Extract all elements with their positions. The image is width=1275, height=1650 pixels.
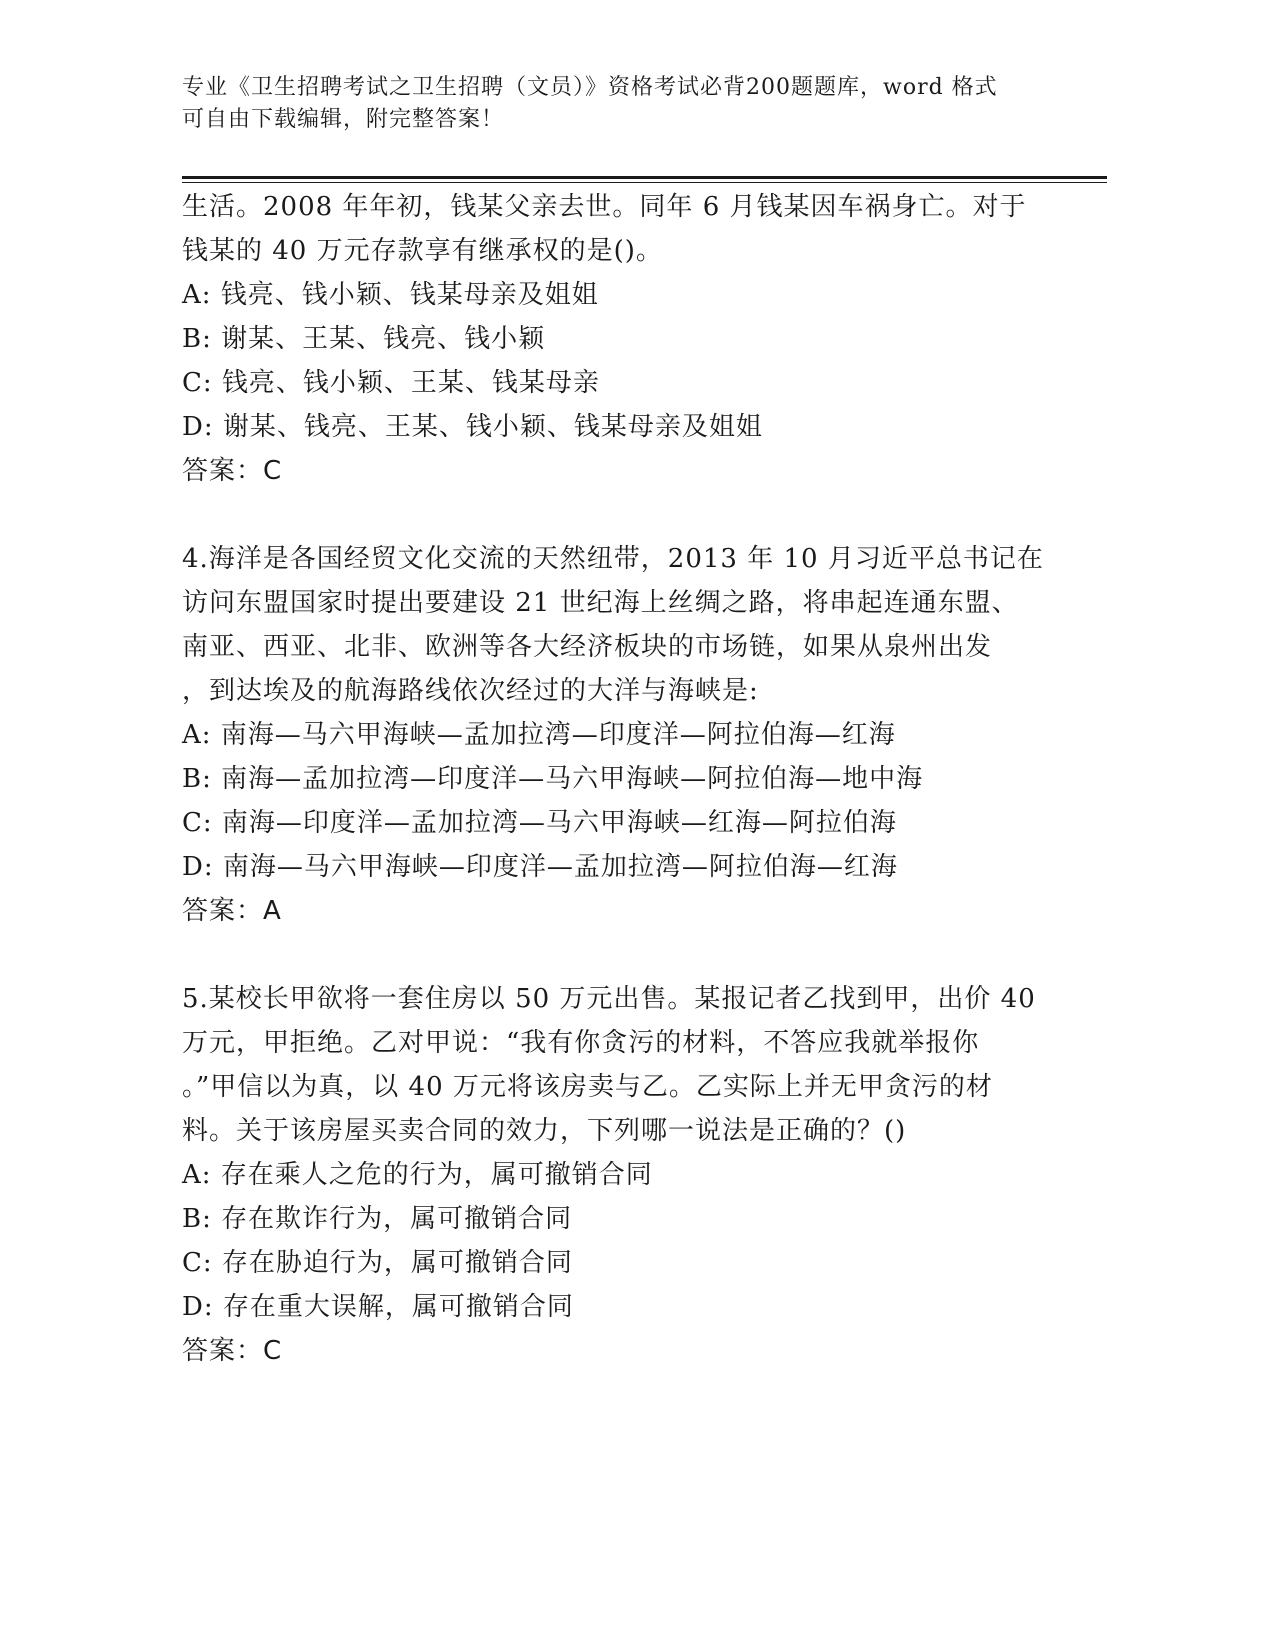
option-c: C: 钱亮、钱小颖、王某、钱某母亲 [182, 368, 600, 398]
header-divider-thin [182, 182, 1107, 183]
option-a: A: 南海—马六甲海峡—孟加拉湾—印度洋—阿拉伯海—红海 [182, 720, 896, 750]
answer-label: 答案：A [182, 896, 282, 926]
answer-label: 答案：C [182, 1336, 283, 1366]
option-d: D: 谢某、钱亮、王某、钱小颖、钱某母亲及姐姐 [182, 412, 763, 442]
question-stem-line: 万元，甲拒绝。乙对甲说：“我有你贪污的材料，不答应我就举报你 [182, 1028, 980, 1058]
option-b: B: 存在欺诈行为，属可撤销合同 [182, 1204, 573, 1234]
option-c: C: 南海—印度洋—孟加拉湾—马六甲海峡—红海—阿拉伯海 [182, 808, 897, 838]
header-line-1: 专业《卫生招聘考试之卫生招聘（文员）》资格考试必背200题题库，word 格式 [182, 75, 998, 100]
spacer [182, 933, 1062, 977]
option-d: D: 存在重大误解，属可撤销合同 [182, 1292, 574, 1322]
question-stem-line: 钱某的 40 万元存款享有继承权的是()。 [182, 236, 663, 266]
option-a: A: 钱亮、钱小颖、钱某母亲及姐姐 [182, 280, 599, 310]
option-c: C: 存在胁迫行为，属可撤销合同 [182, 1248, 573, 1278]
question-stem-line: 访问东盟国家时提出要建设 21 世纪海上丝绸之路，将串起连通东盟、 [182, 588, 1019, 618]
spacer [182, 493, 1062, 537]
option-a: A: 存在乘人之危的行为，属可撤销合同 [182, 1160, 653, 1190]
question-stem-line: 生活。2008 年年初，钱某父亲去世。同年 6 月钱某因车祸身亡。对于 [182, 192, 1027, 222]
header-divider-thick [182, 176, 1107, 179]
question-5 [182, 977, 1062, 1373]
question-4 [182, 537, 1062, 933]
question-stem-line: 4.海洋是各国经贸文化交流的天然纽带，2013 年 10 月习近平总书记在 [182, 544, 1044, 574]
option-d: D: 南海—马六甲海峡—印度洋—孟加拉湾—阿拉伯海—红海 [182, 852, 898, 882]
document-header [182, 72, 1062, 136]
question-stem-line: 5.某校长甲欲将一套住房以 50 万元出售。某报记者乙找到甲，出价 40 [182, 984, 1036, 1014]
question-stem-line: 。”甲信以为真，以 40 万元将该房卖与乙。乙实际上并无甲贪污的材 [182, 1072, 993, 1102]
question-stem-line: 南亚、西亚、北非、欧洲等各大经济板块的市场链，如果从泉州出发 [182, 632, 993, 662]
question-stem-line: 料。关于该房屋买卖合同的效力，下列哪一说法是正确的？() [182, 1116, 907, 1146]
question-3 [182, 185, 1062, 493]
header-line-2: 可自由下载编辑，附完整答案！ [182, 107, 505, 132]
document-body [182, 185, 1062, 1373]
option-b: B: 南海—孟加拉湾—印度洋—马六甲海峡—阿拉伯海—地中海 [182, 764, 924, 794]
question-stem-line: ，到达埃及的航海路线依次经过的大洋与海峡是: [182, 676, 759, 706]
option-b: B: 谢某、王某、钱亮、钱小颖 [182, 324, 546, 354]
answer-label: 答案：C [182, 456, 283, 486]
